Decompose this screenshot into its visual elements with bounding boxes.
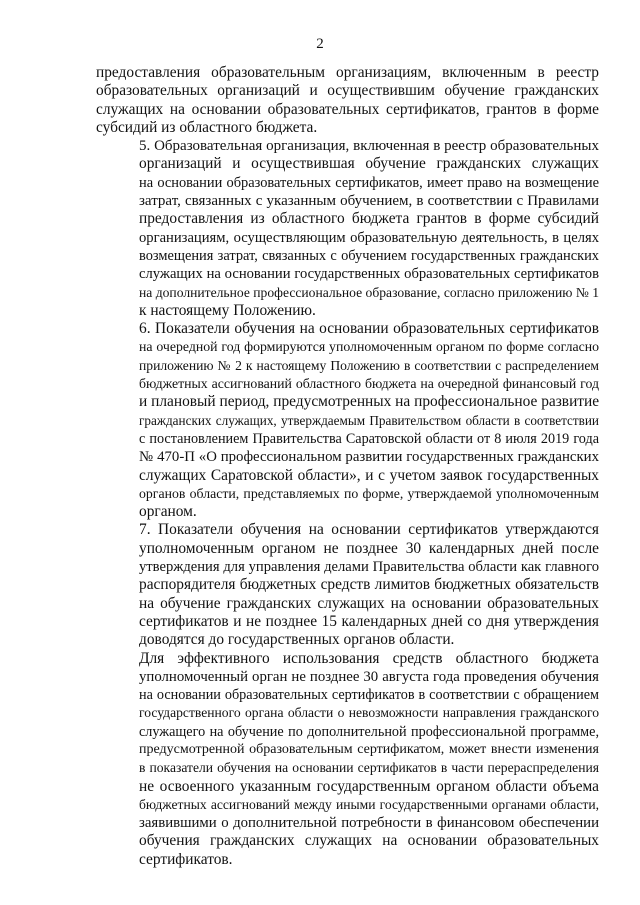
text-line: служащих на основании государственных образовательных сертификатов [139,266,599,283]
text-line: предоставления из областного бюджета грантов в форме субсидий [139,210,599,228]
text-line: на основании образовательных сертификатов в соответствии с обращением [139,687,599,704]
text-line: распорядителя бюджетных средств лимитов бюджетных обязательств [139,576,599,594]
text-line: служащего на обучение по дополнительной профессиональной программе, [139,723,599,740]
text-line: сертификатов. [139,850,233,868]
text-line: органов области, представляемых по форме, утверждаемой уполномоченным [139,485,599,501]
text-line: бюджетных ассигнований между иными государственными органами области, [139,796,599,812]
text-line: затрат, связанных с указанным обучением, в соответствии с Правилами [139,193,599,210]
text-line: 6. Показатели обучения на основании образовательных сертификатов [139,320,599,338]
text-line: образовательных организаций и осуществившим обучение гражданских [96,82,599,100]
page-number: 2 [316,36,324,52]
text-line: на дополнительное профессиональное образование, согласно приложению № 1 [139,284,599,300]
text-line: возмещения затрат, связанных с обучением государственных гражданских [139,247,599,264]
text-line: доводятся до государственных органов области. [139,631,455,649]
text-line: приложению № 2 к настоящему Положению в соответствии с распределением [139,357,599,373]
text-line: сертификатов и не позднее 15 календарных дней со дня утверждения [139,612,599,630]
text-line: не освоенного указанным государственным органом области объема [139,777,599,795]
text-line: утверждения для управления делами Правительства области как главного [139,559,599,576]
paragraph-intro-continuation [96,64,599,137]
text-line: и плановый период, предусмотренных на профессиональное развитие [139,393,600,411]
text-line: организациям, осуществляющим образовательную деятельность, в целях [139,229,599,246]
document-body [96,64,599,869]
text-line: на очередной год формируются уполномоченным органом по форме согласно [139,339,599,355]
text-line: уполномоченный орган не позднее 30 августа года проведения обучения [139,668,599,685]
text-line: на основании образовательных сертификатов, имеет право на возмещение [139,174,599,191]
text-line: служащих Саратовской области», и с учетом заявок государственных [139,466,599,484]
text-line: 7. Показатели обучения на основании сертификатов утверждаются [139,521,599,539]
text-line: предусмотренной образовательным сертификатом, может внести изменения [139,741,599,757]
text-line: заявившими о дополнительной потребности в финансовом обеспечении [139,815,599,832]
text-line: на обучение гражданских служащих на основании образовательных [139,594,599,612]
paragraph-item-7 [96,521,599,649]
text-line: обучения гражданских служащих на основании образовательных [139,832,599,850]
text-line: Для эффективного использования средств областного бюджета [139,649,599,667]
text-line: к настоящему Положению. [139,301,316,319]
text-line: служащих на основании образовательных сертификатов, грантов в форме [96,100,599,118]
text-line: бюджетных ассигнований областного бюджета на очередной финансовый год [139,376,599,392]
text-line: субсидий из областного бюджета. [96,118,318,136]
text-line: уполномоченным органом не позднее 30 календарных дней после [139,539,599,557]
paragraph-item-5 [96,137,599,320]
text-line: предоставления образовательным организациям, включенным в реестр [96,64,599,81]
text-line: № 470-П «О профессиональном развитии государственных гражданских [139,449,599,466]
text-line: с постановлением Правительства Саратовской области от 8 июля 2019 года [139,430,599,447]
text-line: организаций и осуществившая обучение гражданских служащих [139,155,599,173]
text-line: 5. Образовательная организация, включенная в реестр образовательных [139,138,599,155]
text-line: органом. [139,503,197,521]
text-line: в показатели обучения на основании сертификатов в части перераспределения [139,760,599,776]
text-line: гражданских служащих, утверждаемым Правительством области в соответствии [139,412,599,428]
paragraph-budget-efficiency [96,650,599,870]
paragraph-item-6 [96,320,599,521]
text-line: государственного органа области о невозможности направления гражданского [139,705,599,721]
